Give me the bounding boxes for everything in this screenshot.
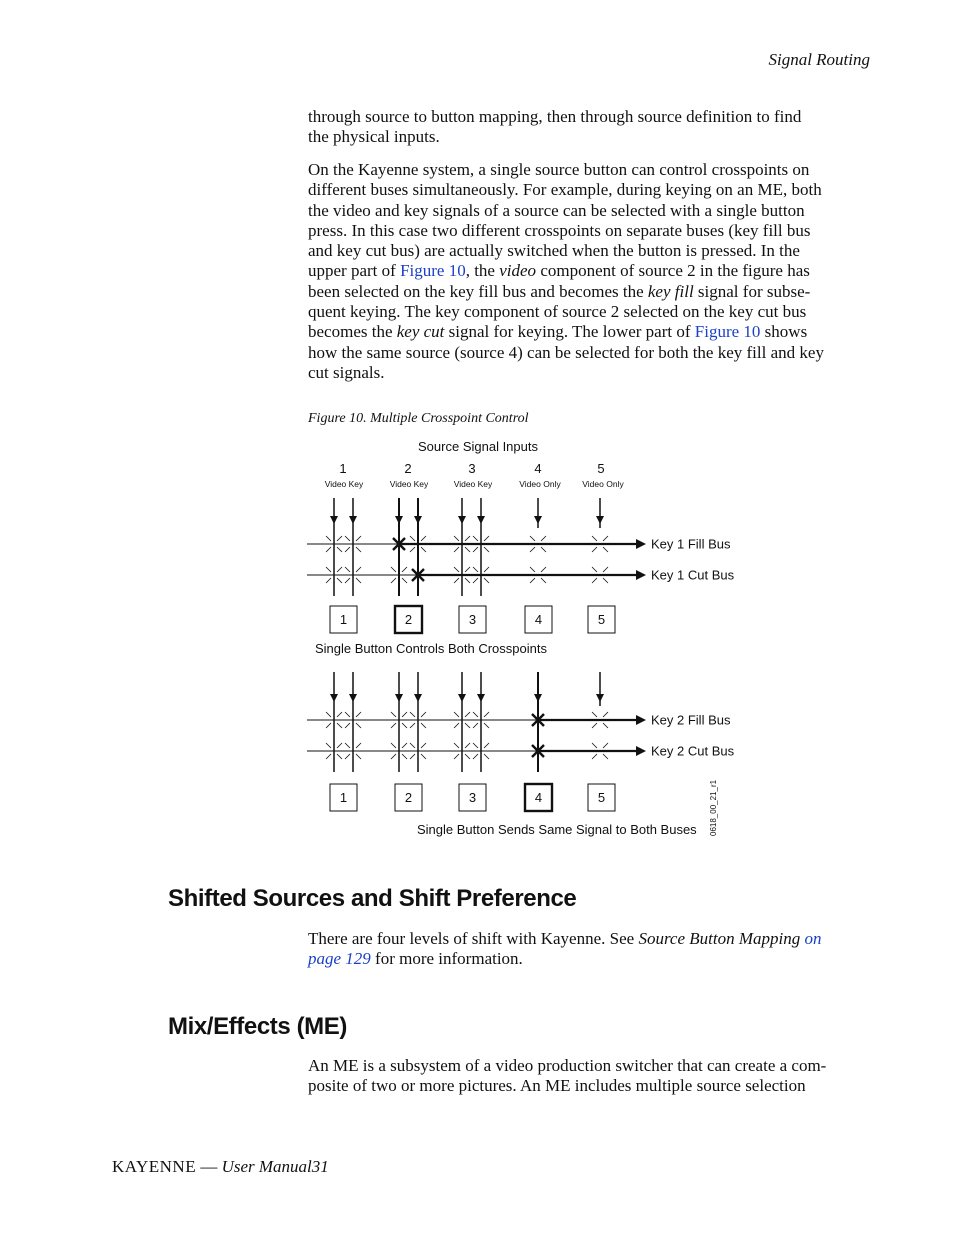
paragraph-line: the video and key signals of a source can be selected with a single button <box>308 200 805 220</box>
source-sub-label: Video Key <box>389 479 429 489</box>
figure-id-label: 0618_00_21_r1 <box>709 779 718 836</box>
down-arrow-icon <box>414 694 422 702</box>
intro-line: the physical inputs. <box>308 127 440 147</box>
text-run: signal for subse- <box>693 281 811 301</box>
paragraph-line <box>308 949 870 969</box>
section-heading-mix-effects: Mix/Effects (ME) <box>168 1013 347 1040</box>
source-button-label: 1 <box>339 790 348 805</box>
down-arrow-icon <box>458 694 466 702</box>
down-arrow-icon <box>330 516 338 524</box>
page-footer <box>112 1157 329 1177</box>
paragraph-line: different buses simultaneously. For example, during keying on an ME, both <box>308 180 822 200</box>
figure-10-link[interactable]: Figure 10 <box>694 322 761 342</box>
paragraph-line: On the Kayenne system, a single source button can control crosspoints on <box>308 160 810 179</box>
figure-10-link[interactable]: Figure 10 <box>400 261 466 281</box>
emphasis-source-button-mapping: Source Button Mapping <box>638 929 801 948</box>
text-run: been selected on the key fill bus and becomes the <box>308 281 648 301</box>
text-run: There are four levels of shift with Kayenne. See <box>308 929 639 948</box>
down-arrow-icon <box>534 694 542 702</box>
paragraph-line: cut signals. <box>308 362 385 382</box>
footer-dash: — <box>196 1157 222 1176</box>
text-run: , the <box>465 261 500 281</box>
down-arrow-icon <box>534 516 542 524</box>
page-number: 31 <box>311 1157 329 1176</box>
source-number: 5 <box>597 461 605 476</box>
running-header: Signal Routing <box>768 50 870 69</box>
source-button-label: 2 <box>404 612 413 627</box>
paragraph-line: and key cut bus) are actually switched when the button is pressed. In the <box>308 241 800 261</box>
text-run: signal for keying. The lower part of <box>444 322 695 342</box>
paragraph-line: quent keying. The key component of source 2 selected on the key cut bus <box>308 302 807 322</box>
source-number: 3 <box>468 461 476 476</box>
down-arrow-icon <box>330 694 338 702</box>
paragraph-line <box>308 929 870 949</box>
right-arrow-icon <box>636 715 646 725</box>
emphasis-video: video <box>499 261 537 281</box>
source-sub-label: Video Key <box>324 479 364 489</box>
text-run: component of source 2 in the figure has <box>536 261 810 281</box>
down-arrow-icon <box>477 516 485 524</box>
source-number: 1 <box>339 461 347 476</box>
paragraph-line: An ME is a subsystem of a video production switcher that can create a com- <box>308 1056 827 1075</box>
source-sub-label: Video Only <box>582 479 624 489</box>
source-button-label: 4 <box>534 612 543 627</box>
source-number: 4 <box>534 461 542 476</box>
source-sub-label: Video Only <box>519 479 561 489</box>
bus-label: Key 1 Cut Bus <box>651 567 735 583</box>
figure-caption: Figure 10. Multiple Crosspoint Control <box>308 411 529 426</box>
text-run: for more information. <box>370 949 523 969</box>
bus-label: Key 2 Cut Bus <box>651 743 735 759</box>
down-arrow-icon <box>596 694 604 702</box>
down-arrow-icon <box>349 694 357 702</box>
source-button-label: 4 <box>534 790 543 805</box>
source-button-label: 1 <box>339 612 348 627</box>
paragraph-line: posite of two or more pictures. An ME includes multiple source selection <box>308 1076 806 1096</box>
down-arrow-icon <box>414 516 422 524</box>
footer-brand: KAYENNE <box>112 1157 197 1176</box>
paragraph-line: press. In this case two different crosspoints on separate buses (key fill bus <box>308 220 811 240</box>
source-button-label: 5 <box>597 790 606 805</box>
source-number: 2 <box>404 461 412 476</box>
down-arrow-icon <box>458 516 466 524</box>
emphasis-key-cut: key cut <box>396 322 445 342</box>
page-129-link[interactable]: on <box>800 929 822 948</box>
down-arrow-icon <box>349 516 357 524</box>
source-button-label: 2 <box>404 790 413 805</box>
page-129-link[interactable]: page 129 <box>308 949 371 969</box>
footer-manual-title: User Manual <box>221 1157 312 1176</box>
right-arrow-icon <box>636 539 646 549</box>
lower-diagram-caption: Single Button Sends Same Signal to Both Buses <box>417 822 697 837</box>
source-labels <box>325 461 625 489</box>
text-run: shows <box>760 322 808 342</box>
down-arrow-icon <box>477 694 485 702</box>
intro-line: through source to button mapping, then through source definition to find <box>308 107 802 126</box>
lower-crosspoint-grid <box>307 672 735 811</box>
text-run: becomes the <box>308 322 397 342</box>
source-sub-label: Video Key <box>453 479 493 489</box>
source-button-label: 5 <box>597 612 606 627</box>
section-heading-shifted-sources: Shifted Sources and Shift Preference <box>168 885 577 912</box>
source-button-label: 3 <box>468 612 477 627</box>
mix-effects-paragraph <box>308 1056 870 1097</box>
paragraph-line: how the same source (source 4) can be selected for both the key fill and key <box>308 342 824 362</box>
text-run: upper part of <box>308 261 401 281</box>
upper-diagram-caption: Single Button Controls Both Crosspoints <box>315 641 547 656</box>
down-arrow-icon <box>596 516 604 524</box>
shifted-sources-paragraph <box>308 929 870 970</box>
down-arrow-icon <box>395 694 403 702</box>
upper-crosspoint-grid <box>307 498 735 633</box>
emphasis-key-fill: key fill <box>647 281 694 301</box>
bus-label: Key 1 Fill Bus <box>651 536 731 552</box>
right-arrow-icon <box>636 746 646 756</box>
down-arrow-icon <box>395 516 403 524</box>
source-signal-inputs-label: Source Signal Inputs <box>418 439 538 454</box>
source-button-label: 3 <box>468 790 477 805</box>
right-arrow-icon <box>636 570 646 580</box>
bus-label: Key 2 Fill Bus <box>651 712 731 728</box>
